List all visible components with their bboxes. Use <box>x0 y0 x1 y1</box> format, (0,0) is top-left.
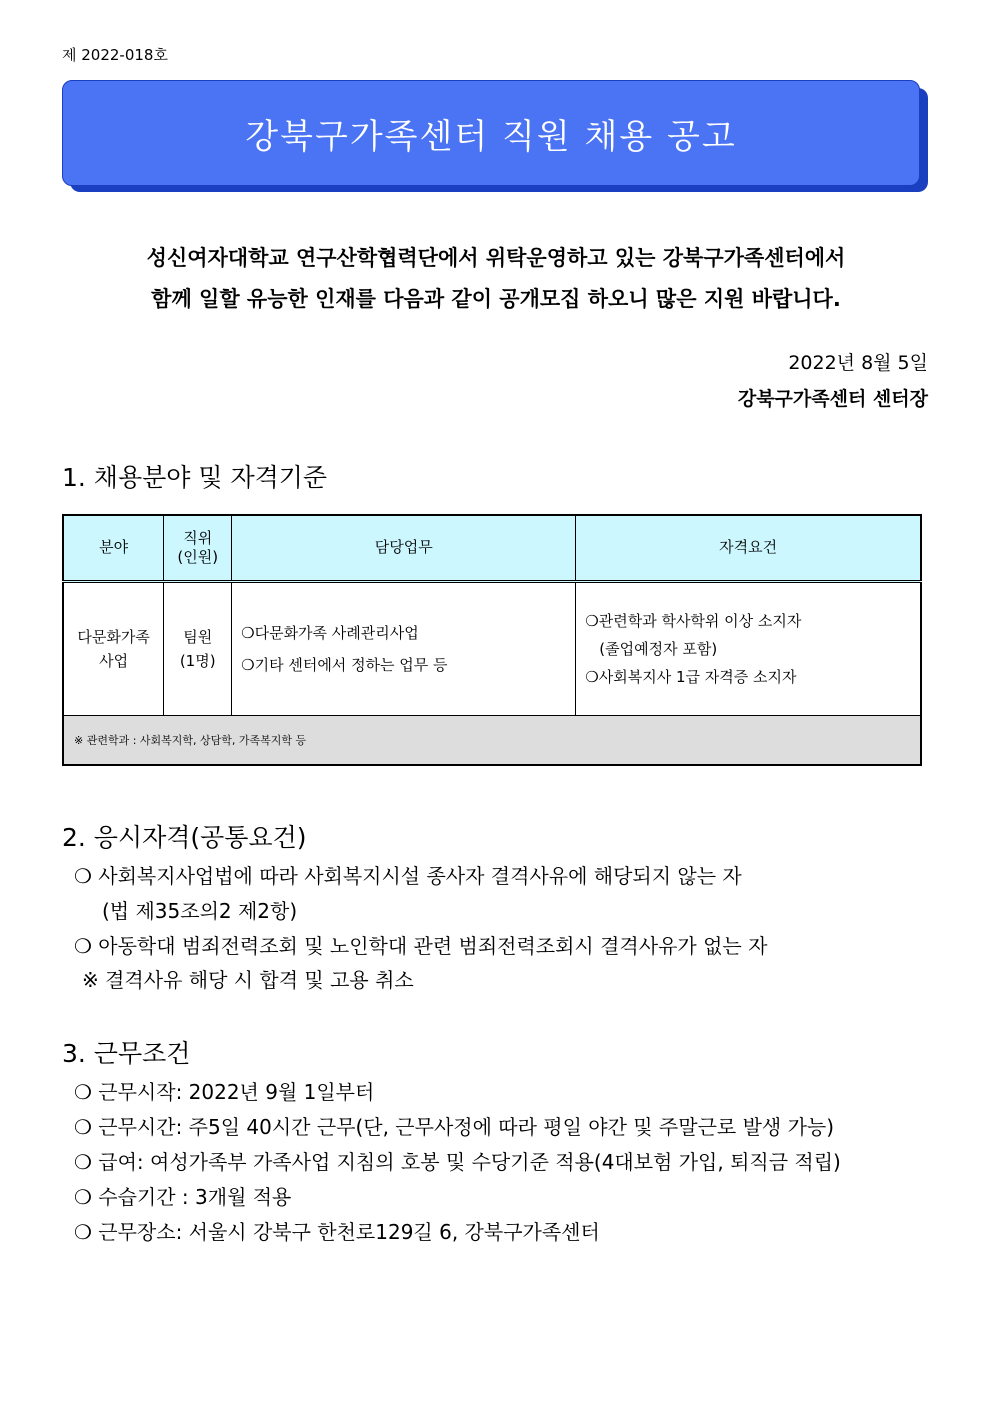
table-note-row <box>63 716 921 766</box>
table-row <box>63 582 921 716</box>
eligibility-disclaimer: ※ 결격사유 해당 시 합격 및 고용 취소 <box>82 968 414 992</box>
section-2-heading: 2. 응시자격(공통요건) <box>62 823 307 852</box>
duty-item: ❍다문화가족 사례관리사업 <box>241 624 419 642</box>
cell-qualifications <box>576 582 921 716</box>
eligibility-item: ❍ 아동학대 범죄전력조회 및 노인학대 관련 범죄전력조회시 결격사유가 없는 자 <box>74 934 768 958</box>
qualification-item: (졸업예정자 포함) <box>599 640 718 658</box>
header-field: 분야 <box>63 515 164 582</box>
eligibility-item: ❍ 사회복지사업법에 따라 사회복지시설 종사자 결격사유에 해당되지 않는 자 <box>74 864 742 888</box>
qualification-item: ❍사회복지사 1급 자격증 소지자 <box>585 668 797 686</box>
page-title: 강북구가족센터 직원 채용 공고 <box>245 116 737 157</box>
cell-position: 팀원 (1명) <box>164 582 232 716</box>
recruitment-table <box>62 514 922 766</box>
section-3-heading: 3. 근무조건 <box>62 1039 191 1068</box>
title-banner <box>62 80 920 186</box>
table-header-row <box>63 515 921 582</box>
eligibility-item-note: (법 제35조의2 제2항) <box>102 899 298 923</box>
announcement-date: 2022년 8월 5일 <box>788 352 928 374</box>
header-qualifications: 자격요건 <box>576 515 921 582</box>
document-number: 제 2022-018호 <box>62 46 168 64</box>
cell-duties <box>232 582 576 716</box>
intro-line-1: 성신여자대학교 연구산학협력단에서 위탁운영하고 있는 강북구가족센터에서 <box>146 246 846 270</box>
work-condition-item: ❍ 근무장소: 서울시 강북구 한천로129길 6, 강북구가족센터 <box>74 1220 600 1244</box>
work-condition-item: ❍ 근무시간: 주5일 40시간 근무(단, 근무사정에 따라 평일 야간 및 주말근로 발생 가능) <box>74 1115 835 1139</box>
qualification-item: ❍관련학과 학사학위 이상 소지자 <box>585 612 802 630</box>
signer: 강북구가족센터 센터장 <box>737 388 928 410</box>
intro-line-2: 함께 일할 유능한 인재를 다음과 같이 공개모집 하오니 많은 지원 바랍니다. <box>151 287 841 311</box>
section-1-heading: 1. 채용분야 및 자격기준 <box>62 463 328 492</box>
header-duties: 담당업무 <box>232 515 576 582</box>
work-condition-item: ❍ 근무시작: 2022년 9월 1일부터 <box>74 1080 375 1104</box>
duty-item: ❍기타 센터에서 정하는 업무 등 <box>241 656 448 674</box>
work-condition-item: ❍ 급여: 여성가족부 가족사업 지침의 호봉 및 수당기준 적용(4대보험 가입, 퇴직금 적립) <box>74 1150 841 1174</box>
cell-field: 다문화가족 사업 <box>63 582 164 716</box>
header-position: 직위 (인원) <box>164 515 232 582</box>
work-condition-item: ❍ 수습기간 : 3개월 적용 <box>74 1185 292 1209</box>
table-note: ※ 관련학과 : 사회복지학, 상담학, 가족복지학 등 <box>63 716 921 766</box>
